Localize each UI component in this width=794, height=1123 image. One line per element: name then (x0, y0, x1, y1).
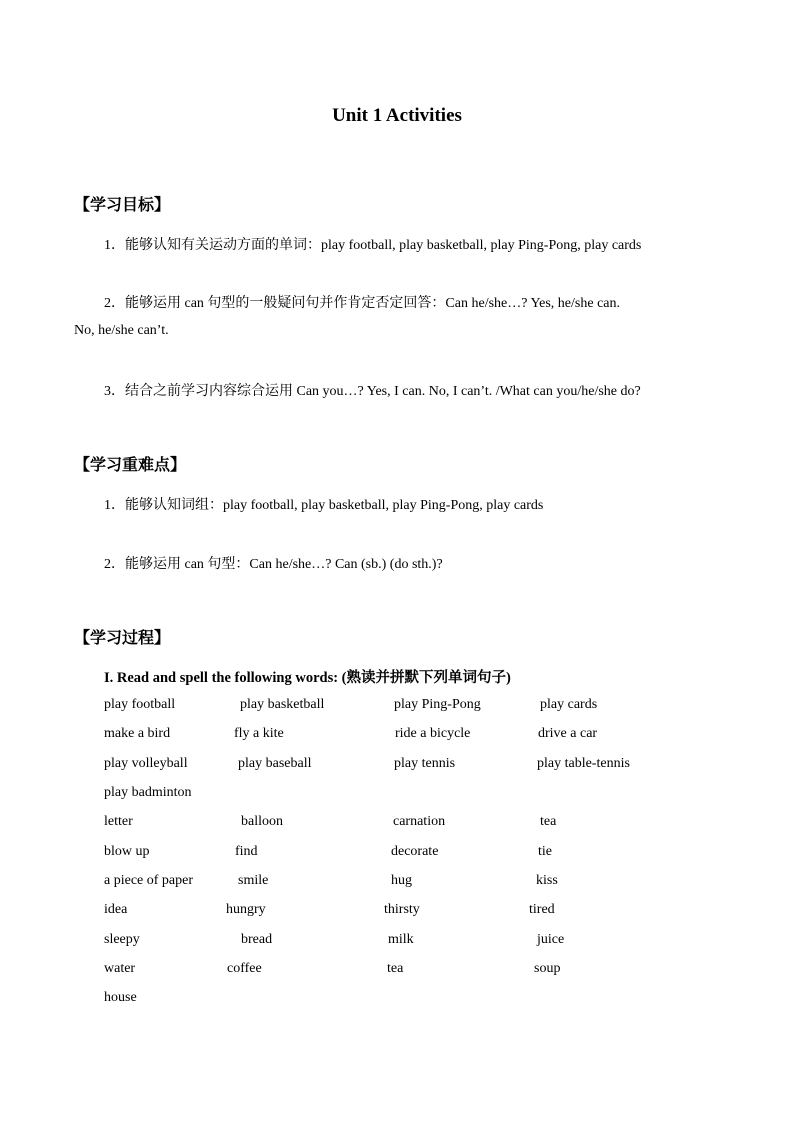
vocabulary-word: tea (540, 814, 557, 829)
vocabulary-word: play cards (540, 697, 598, 712)
vocabulary-word: sleepy (104, 932, 140, 947)
vocabulary-word: fly a kite (234, 726, 284, 741)
vocabulary-word: blow up (104, 844, 150, 859)
word-row (0, 844, 794, 864)
vocabulary-word: balloon (241, 814, 283, 829)
word-row (0, 873, 794, 893)
vocabulary-word: water (104, 961, 136, 976)
vocabulary-word: tie (538, 844, 552, 859)
vocabulary-word: play basketball (240, 697, 325, 712)
page-title: Unit 1 Activities (332, 105, 462, 126)
vocabulary-word: smile (238, 873, 269, 888)
word-row (0, 932, 794, 952)
vocabulary-word: play football (104, 697, 176, 712)
vocabulary-word: play volleyball (104, 756, 188, 771)
vocabulary-word: ride a bicycle (395, 726, 471, 741)
vocabulary-word: hungry (226, 902, 266, 917)
vocabulary-word: house (104, 990, 137, 1005)
vocabulary-word: a piece of paper (104, 873, 193, 888)
vocabulary-word: play badminton (104, 785, 192, 800)
vocabulary-word: bread (241, 932, 273, 947)
vocabulary-word: juice (537, 932, 565, 947)
vocabulary-word: play Ping-Pong (394, 697, 481, 712)
vocabulary-word: decorate (391, 844, 439, 859)
word-row (0, 902, 794, 922)
vocabulary-word: play baseball (238, 756, 312, 771)
vocabulary-word: find (235, 844, 258, 859)
section-heading-process: 【学习过程】 (74, 628, 171, 647)
vocabulary-word: coffee (227, 961, 262, 976)
word-row (0, 726, 794, 746)
vocabulary-word: letter (104, 814, 133, 829)
vocabulary-word: drive a car (538, 726, 598, 741)
vocabulary-word: kiss (536, 873, 558, 888)
vocabulary-word: idea (104, 902, 128, 917)
section-heading-goals: 【学习目标】 (74, 195, 171, 214)
vocabulary-word: make a bird (104, 726, 171, 741)
word-row (0, 785, 794, 805)
goal-item-2-line-2: No, he/she can’t. (74, 323, 169, 338)
vocabulary-word: milk (388, 932, 414, 947)
vocabulary-word: soup (534, 961, 561, 976)
vocabulary-word: play tennis (394, 756, 456, 771)
word-row (0, 961, 794, 981)
vocabulary-word: tired (529, 902, 555, 917)
vocabulary-word: tea (387, 961, 404, 976)
word-row (0, 990, 794, 1010)
goal-item-1: 1．能够认知有关运动方面的单词：play football, play basketball, play Ping-Pong, play cards (104, 238, 642, 253)
key-point-item-2: 2．能够运用 can 句型：Can he/she…? Can (sb.) (do sth.)? (104, 557, 443, 572)
vocabulary-word: carnation (393, 814, 446, 829)
vocabulary-word: thirsty (384, 902, 420, 917)
section-heading-key-points: 【学习重难点】 (74, 455, 187, 474)
word-row (0, 697, 794, 717)
key-point-item-1: 1．能够认知词组：play football, play basketball, play Ping-Pong, play cards (104, 498, 544, 513)
word-row (0, 814, 794, 834)
vocabulary-word: play table-tennis (537, 756, 630, 771)
goal-item-2-line-1: 2．能够运用 can 句型的一般疑问句并作肯定否定回答：Can he/she…? Yes, he/she can. (104, 296, 621, 311)
goal-item-3: 3．结合之前学习内容综合运用 Can you…? Yes, I can. No, I can’t. /What can you/he/she do? (104, 384, 641, 399)
exercise-subheading: I. Read and spell the following words: (熟读并拼默下列单词句子) (104, 670, 511, 686)
word-row (0, 756, 794, 776)
vocabulary-word: hug (391, 873, 412, 888)
